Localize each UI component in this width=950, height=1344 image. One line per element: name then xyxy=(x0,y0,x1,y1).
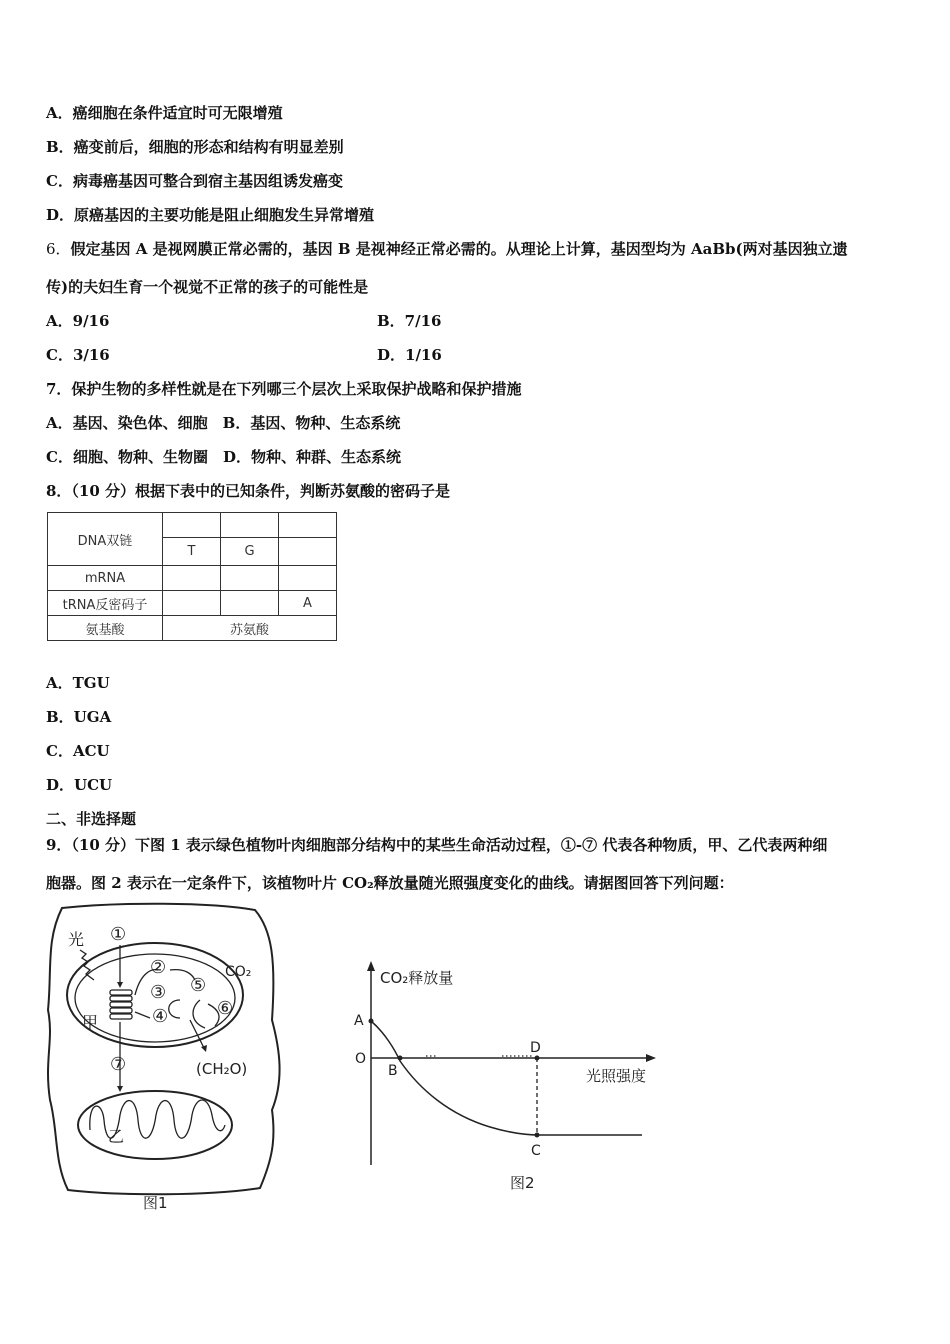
figure-2-co2-curve xyxy=(340,955,670,1195)
table-amino-value: 苏氨酸 xyxy=(163,616,337,641)
label-jia: 甲 xyxy=(82,1013,99,1032)
label-c: C xyxy=(531,1143,541,1159)
codon-table xyxy=(47,512,337,641)
q5-option-b: B．癌变前后，细胞的形态和结构有明显差别 xyxy=(46,138,344,156)
grana-stack xyxy=(110,990,132,1019)
mitochondrion xyxy=(78,1091,232,1159)
label-light: 光 xyxy=(68,930,85,949)
label-ch2o: (CH₂O) xyxy=(196,1060,248,1078)
table-cell-dna-2: G xyxy=(221,538,279,566)
q6-number: 6． xyxy=(46,240,71,258)
table-cell xyxy=(279,566,337,591)
q6-text: 假定基因 A 是视网膜正常必需的，基因 B 是视神经正常必需的。从理论上计算，基因型均为 AaBb(两对基因独立遗 xyxy=(70,240,848,258)
q6-option-d: D．1/16 xyxy=(377,346,442,364)
table-cell-trna-1 xyxy=(163,591,221,616)
label-o: O xyxy=(355,1051,367,1067)
table-cell xyxy=(163,513,221,538)
point-a xyxy=(369,1019,374,1024)
table-cell xyxy=(279,513,337,538)
q6-option-c: C．3/16 xyxy=(46,346,110,364)
figure-1-cell-diagram xyxy=(40,900,290,1215)
q8-option-b: B．UGA xyxy=(46,708,112,726)
table-cell xyxy=(163,566,221,591)
figure-2-caption: 图2 xyxy=(510,1174,535,1192)
label-b: B xyxy=(388,1063,398,1079)
label-a: A xyxy=(354,1013,364,1029)
figure-1-caption: 图1 xyxy=(143,1194,168,1212)
q6-stem-line2: 传)的夫妇生育一个视觉不正常的孩子的可能性是 xyxy=(46,278,369,296)
table-dna-label: DNA双链 xyxy=(48,513,163,566)
table-trna-label: tRNA反密码子 xyxy=(48,591,163,616)
q8-option-c: C．ACU xyxy=(46,742,110,760)
q7-options-row2: C．细胞、物种、生物圈 D．物种、种群、生态系统 xyxy=(46,448,401,466)
section-title: 二、非选择题 xyxy=(46,810,137,828)
q5-option-a: A．癌细胞在条件适宜时可无限增殖 xyxy=(46,104,283,122)
q6-option-b: B．7/16 xyxy=(377,312,442,330)
label-n2: ② xyxy=(150,957,167,978)
label-n5: ⑤ xyxy=(190,975,207,996)
q6-stem-line1 xyxy=(46,239,848,259)
q8-option-d: D．UCU xyxy=(46,776,113,794)
label-n7: ⑦ xyxy=(110,1054,127,1075)
q7-options-row1: A．基因、染色体、细胞 B．基因、物种、生态系统 xyxy=(46,414,401,432)
q8-stem: 8．（10 分）根据下表中的已知条件，判断苏氨酸的密码子是 xyxy=(46,482,451,500)
table-cell xyxy=(221,566,279,591)
q9-stem-line1: 9．（10 分）下图 1 表示绿色植物叶肉细胞部分结构中的某些生命活动过程，①-⑦ 代表各种物质，甲、乙代表两种细 xyxy=(46,836,828,854)
table-amino-label: 氨基酸 xyxy=(48,616,163,641)
label-d: D xyxy=(530,1040,541,1056)
q5-option-d: D．原癌基因的主要功能是阻止细胞发生异常增殖 xyxy=(46,206,375,224)
y-axis-label: CO₂释放量 xyxy=(380,969,454,987)
q9-stem-line2: 胞器。图 2 表示在一定条件下，该植物叶片 CO₂释放量随光照强度变化的曲线。请据图回答下列问题： xyxy=(46,874,734,892)
table-cell-dna-1: T xyxy=(163,538,221,566)
table-cell xyxy=(221,513,279,538)
label-n4: ④ xyxy=(152,1006,169,1027)
label-yi: 乙 xyxy=(108,1127,125,1146)
table-cell-trna-2 xyxy=(221,591,279,616)
table-mrna-label: mRNA xyxy=(48,566,163,591)
q6-option-a: A．9/16 xyxy=(46,312,110,330)
point-b xyxy=(398,1056,403,1061)
q5-option-c: C．病毒癌基因可整合到宿主基因组诱发癌变 xyxy=(46,172,343,190)
x-axis-label: 光照强度 xyxy=(586,1067,647,1085)
label-n1: ① xyxy=(110,924,127,945)
q7-stem: 7．保护生物的多样性就是在下列哪三个层次上采取保护战略和保护措施 xyxy=(46,380,522,398)
label-n3: ③ xyxy=(150,982,167,1003)
label-co2: CO₂ xyxy=(225,964,252,980)
table-cell-trna-3: A xyxy=(279,591,337,616)
q8-option-a: A．TGU xyxy=(46,674,110,692)
table-cell-dna-3 xyxy=(279,538,337,566)
label-n6: ⑥ xyxy=(217,998,234,1019)
